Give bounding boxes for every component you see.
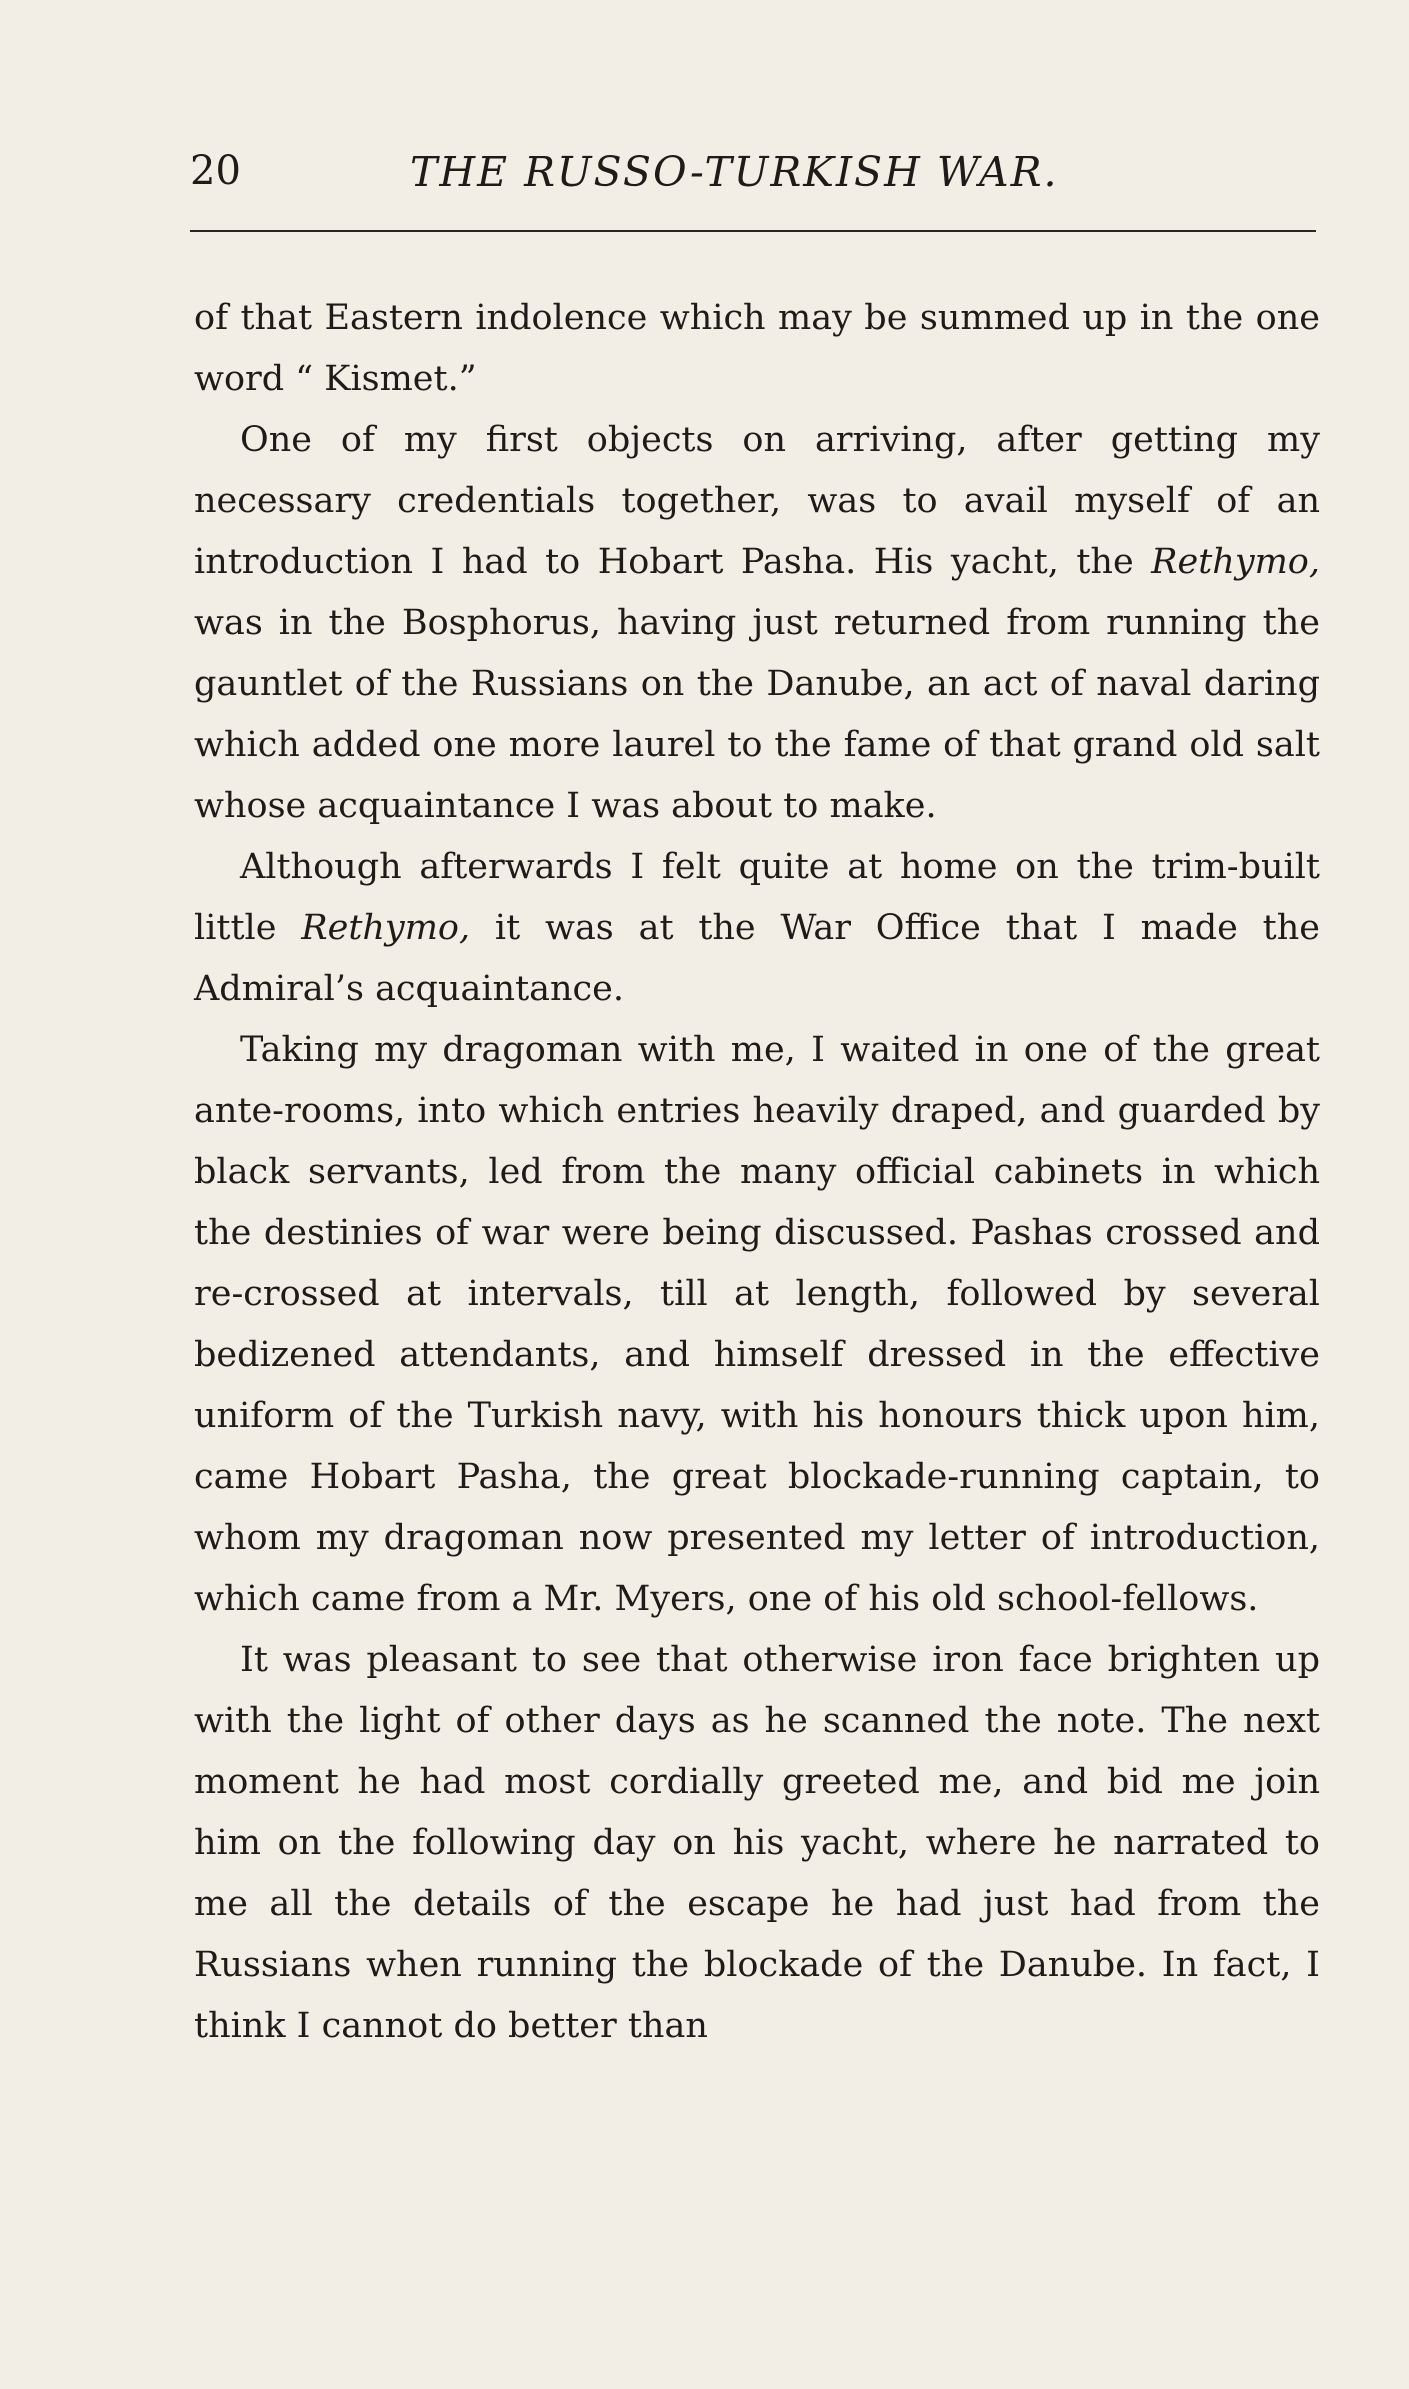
paragraph-1 — [194, 288, 1320, 410]
ship-name-italic: Rethymo, — [1151, 542, 1320, 582]
paragraph-3-text-a: Although afterwards I felt quite at home on the trim-built little — [194, 847, 1320, 948]
paragraph-3-text-b: it was at the War Office that I made the Admiral’s acquaintance. — [194, 908, 1320, 1009]
body-text — [194, 288, 1320, 2057]
page-number: 20 — [190, 148, 241, 194]
paragraph-5 — [194, 1630, 1320, 2057]
paragraph-4-text: Taking my dragoman with me, I waited in one of the great ante-rooms, into which entries heavily draped, and guarded by black servants, led from the many official cabinets in which the destinies of war were being discussed. Pashas crossed and re-crossed at intervals, till at length, followed by several bedizened attendants, and himself dressed in the effective uniform of the Turkish navy, with his honours thick upon him, came Hobart Pasha, the great blockade-running captain, to whom my dragoman now presented my letter of introduction, which came from a Mr. Myers, one of his old school-fellows. — [194, 1030, 1320, 1619]
ship-name-italic: Rethymo, — [301, 908, 471, 948]
running-title: THE RUSSO-TURKISH WAR. — [410, 148, 1059, 196]
paragraph-2-text-a: One of my first objects on arriving, after getting my necessary credentials together, was to avail myself of an introduction I had to Hobart Pasha. His yacht, the — [194, 420, 1320, 582]
header-rule — [190, 230, 1316, 232]
paragraph-4 — [194, 1020, 1320, 1630]
paragraph-2-text-b: was in the Bosphorus, having just returned from running the gauntlet of the Russians on the Danube, an act of naval daring which added one more laurel to the fame of that grand old salt whose acquaintance I was about to make. — [194, 603, 1320, 826]
paragraph-2 — [194, 410, 1320, 837]
paragraph-5-text: It was pleasant to see that otherwise iron face brighten up with the light of other days as he scanned the note. The next moment he had most cordially greeted me, and bid me join him on the following day on his yacht, where he narrated to me all the details of the escape he had just had from the Russians when running the blockade of the Danube. In fact, I think I cannot do better than — [194, 1640, 1320, 2046]
paragraph-1-text: of that Eastern indolence which may be summed up in the one word “ Kismet.” — [194, 298, 1320, 399]
page-header — [190, 148, 1310, 208]
paragraph-3 — [194, 837, 1320, 1020]
